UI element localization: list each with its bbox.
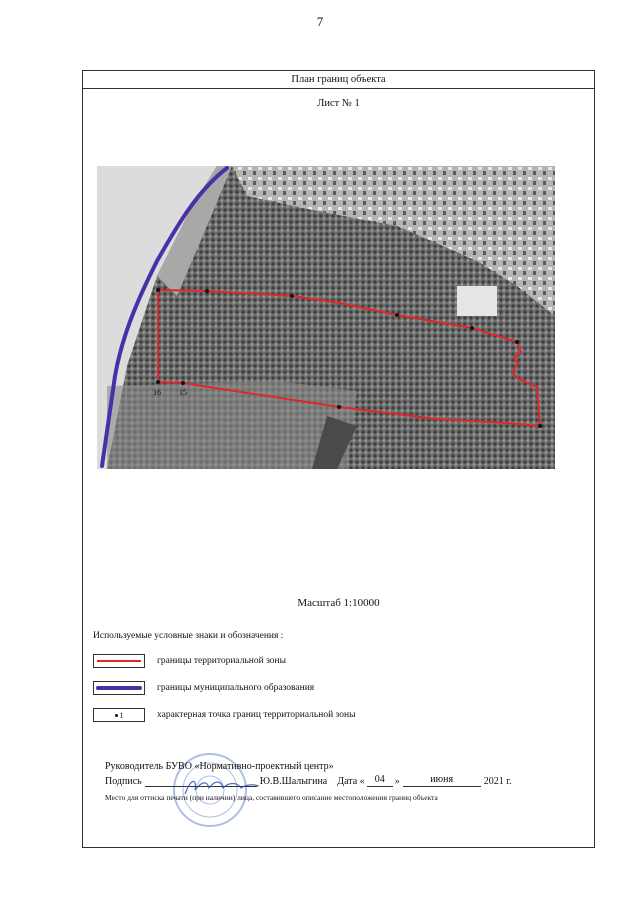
legend-title: Используемые условные знаки и обозначения :: [93, 631, 284, 641]
scale-label: Масштаб 1:10000: [297, 597, 380, 609]
boundary-point: [156, 288, 160, 292]
sign-label: Подпись: [105, 776, 142, 787]
sheet-label: Лист № 1: [317, 98, 360, 109]
legend-item-point: [93, 707, 355, 723]
date-quote: »: [394, 776, 400, 787]
signature-block: [105, 761, 585, 802]
frame-title: План границ объекта: [83, 71, 594, 89]
legend-item-zone-boundary: [93, 653, 286, 669]
map-svg: [97, 166, 555, 469]
boundary-point: [290, 294, 294, 298]
aerial-map: [97, 166, 555, 469]
legend-text: границы территориальной зоны: [157, 656, 287, 666]
document-frame: [82, 70, 595, 848]
boundary-point: [156, 380, 160, 384]
signer-name: Ю.В.Шалыгина: [259, 776, 328, 787]
boundary-point: [395, 313, 399, 317]
page-number: 7: [316, 14, 324, 29]
date-label: Дата «: [337, 776, 365, 787]
head-text: Руководитель БУВО «Нормативно-проектный центр»: [105, 761, 334, 772]
head-line: [105, 761, 585, 772]
point-symbol-number: 1: [119, 710, 124, 720]
boundary-point: [205, 289, 209, 293]
legend-symbol-red-line: [93, 654, 145, 668]
legend-text: границы муниципального образования: [157, 683, 315, 693]
date-day: 04: [367, 774, 393, 787]
boundary-point: [538, 424, 542, 428]
stamp-note: Место для оттиска печати (при наличии) лица, составившего описание местоположения границ объекта: [105, 793, 438, 802]
legend-symbol-blue-line: [93, 681, 145, 695]
sign-date-line: [105, 774, 585, 787]
point-dot-icon: [115, 714, 118, 717]
date-month: июня: [403, 774, 481, 787]
boundary-point: [515, 340, 519, 344]
handwritten-signature-icon: [181, 774, 261, 800]
boundary-point: [470, 326, 474, 330]
legend-symbol-point: [93, 708, 145, 722]
boundary-point: [337, 405, 341, 409]
boundary-point: [181, 381, 185, 385]
legend-item-municipal-boundary: [93, 680, 314, 696]
point-label-16: 16: [153, 388, 161, 397]
legend-text: характерная точка границ территориальной зоны: [157, 710, 356, 720]
point-label-15: 15: [179, 388, 187, 397]
date-year: 2021 г.: [483, 776, 512, 787]
